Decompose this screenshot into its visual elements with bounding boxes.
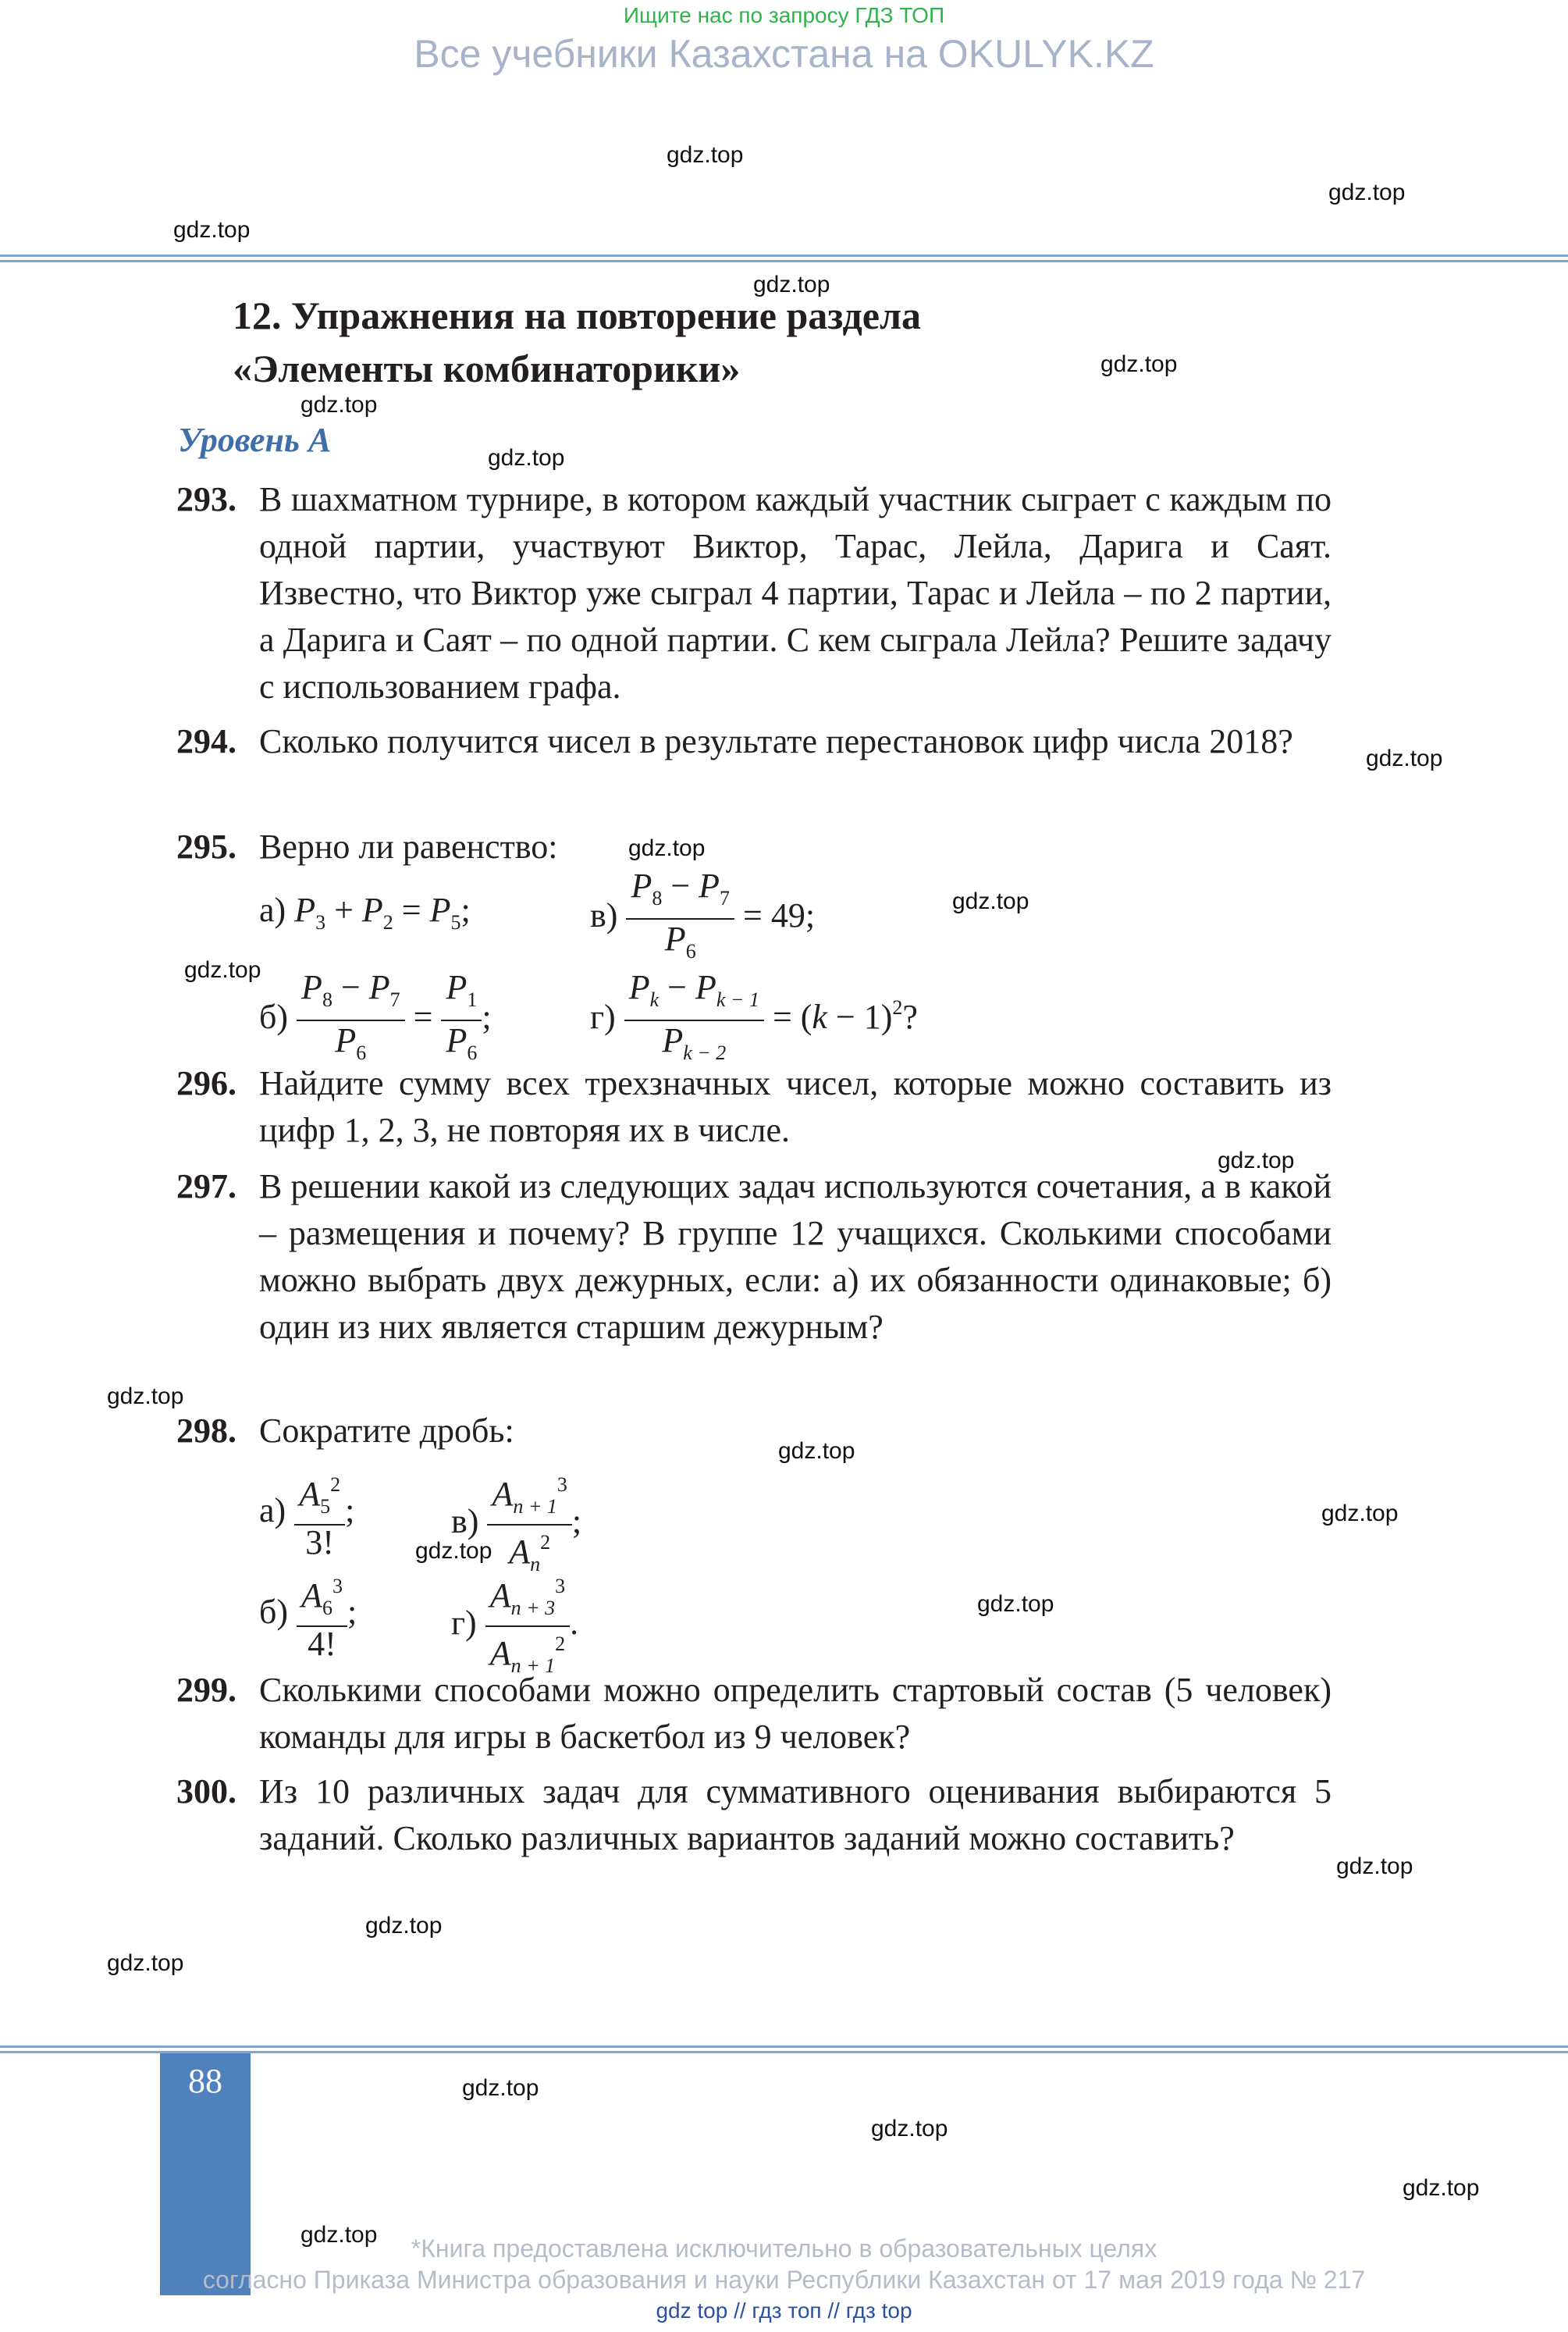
- formula-298-v: в) $\frac{A_{n + 1}^3}{A_n^2}$ ;: [451, 1468, 581, 1582]
- formula-295-b: б) $\frac{P_8 - P_7}{P_6}$ = $\frac{P_1}{P_6}$ ;: [259, 968, 492, 1073]
- exercise-number: 298.: [176, 1412, 236, 1450]
- watermark: gdz.top: [667, 142, 744, 168]
- exercise-number: 295.: [176, 828, 236, 866]
- formula-295-g: г) $\frac{P_k - P_{k - 1}}{P_{k - 2}}$ = $(k - 1)^2$?: [590, 968, 918, 1073]
- exercise-299: [176, 1667, 1332, 1761]
- watermark: gdz.top: [300, 2222, 378, 2248]
- exercise-295: [176, 824, 1332, 870]
- watermark: gdz.top: [107, 1950, 184, 1976]
- formula-298-a: а) $\frac{A_5^2}{3!}$ ;: [259, 1473, 355, 1561]
- watermark: gdz.top: [107, 1383, 184, 1409]
- exercise-number: 299.: [176, 1671, 236, 1709]
- exercise-text: В шахматном турнире, в котором каждый участник сыграет с каждым по одной партии, участвуют Виктор, Тарас, Лейла, Дарига и Саят. Известно, что Виктор уже сыграл 4 партии, Тарас и Лейла – по 2 партии, а Дарига и Саят – по одной партии. С кем сыграла Лейла? Решите задачу с использованием графа.: [259, 480, 1332, 706]
- footer-note-line-1: *Книга предоставлена исключительно в образовательных целях: [411, 2234, 1157, 2263]
- exercise-298: [176, 1408, 1332, 1454]
- exercise-number: 300.: [176, 1772, 236, 1810]
- footer-links[interactable]: gdz top // гдз топ // гдз top: [656, 2298, 912, 2323]
- watermark: gdz.top: [1336, 1853, 1413, 1879]
- footer-note-line-2: согласно Приказа Министра образования и науки Республики Казахстан от 17 мая 2019 года № 217: [202, 2266, 1366, 2294]
- watermark: gdz.top: [1321, 1501, 1399, 1526]
- exercise-296: [176, 1060, 1332, 1154]
- watermark: gdz.top: [488, 445, 565, 471]
- exercise-text: Верно ли равенство:: [259, 828, 558, 866]
- exercise-number: 296.: [176, 1064, 236, 1102]
- top-divider: [0, 255, 1568, 262]
- watermark: gdz.top: [415, 1538, 492, 1564]
- watermark: gdz.top: [1403, 2175, 1480, 2201]
- watermark: gdz.top: [628, 835, 706, 861]
- exercise-number: 294.: [176, 722, 236, 760]
- exercise-text: В решении какой из следующих задач используются сочетания, а в какой – размещения и почему? В группе 12 учащихся. Сколькими способами можно выбрать двух дежурных, если: а) их обязанности одинаковые; б) один из них является старшим дежурным?: [259, 1167, 1332, 1346]
- section-title: [233, 289, 1169, 395]
- page-number: 88: [188, 2062, 222, 2100]
- section-title-line-1: 12. Упражнения на повторение раздела: [233, 294, 922, 337]
- watermark: gdz.top: [778, 1438, 855, 1464]
- exercise-text: Из 10 различных задач для суммативного оценивания выбираются 5 заданий. Сколько различных вариантов заданий можно составить?: [259, 1772, 1332, 1857]
- watermark: gdz.top: [977, 1591, 1054, 1617]
- watermark: gdz.top: [1366, 746, 1443, 771]
- watermark: gdz.top: [300, 392, 378, 418]
- watermark: gdz.top: [952, 888, 1029, 914]
- exercise-text: Сократите дробь:: [259, 1412, 514, 1450]
- formula-295-v: в) $\frac{P_8 - P_7}{P_6}$ = 49;: [590, 867, 815, 971]
- level-label: Уровень А: [178, 421, 332, 459]
- formula-298-b: б) $\frac{A_6^3}{4!}$ ;: [259, 1575, 357, 1663]
- exercise-number: 293.: [176, 480, 236, 518]
- exercise-text: Сколько получится чисел в результате перестановок цифр числа 2018?: [259, 722, 1293, 760]
- bottom-divider: [0, 2045, 1568, 2053]
- exercise-number: 297.: [176, 1167, 236, 1205]
- watermark: gdz.top: [365, 1913, 443, 1939]
- top-search-link[interactable]: Ищите нас по запросу ГДЗ ТОП: [623, 3, 945, 27]
- watermark: gdz.top: [871, 2116, 948, 2142]
- exercise-293: [176, 476, 1332, 710]
- watermark: gdz.top: [1100, 351, 1178, 377]
- formula-295-a: а) $P_3 + P_2 = P_5$;: [259, 891, 471, 934]
- exercise-text: Сколькими способами можно определить стартовый состав (5 человек) команды для игры в баскетбол из 9 человек?: [259, 1671, 1332, 1756]
- exercise-294: [176, 718, 1332, 765]
- formula-298-g: г) $\frac{A_{n + 3}^3}{A_{n + 1}^2}$ .: [451, 1569, 578, 1683]
- site-banner[interactable]: Все учебники Казахстана на OKULYK.KZ: [414, 32, 1154, 76]
- watermark: gdz.top: [753, 272, 830, 297]
- exercise-text: Найдите сумму всех трехзначных чисел, которые можно составить из цифр 1, 2, 3, не повторяя их в числе.: [259, 1064, 1332, 1149]
- watermark: gdz.top: [1218, 1148, 1295, 1173]
- watermark: gdz.top: [173, 217, 251, 243]
- section-title-line-2: «Элементы комбинаторики»: [233, 347, 741, 390]
- watermark: gdz.top: [1328, 180, 1406, 205]
- exercise-300: [176, 1768, 1332, 1862]
- watermark: gdz.top: [184, 957, 261, 983]
- watermark: gdz.top: [462, 2075, 539, 2101]
- exercise-297: [176, 1163, 1332, 1351]
